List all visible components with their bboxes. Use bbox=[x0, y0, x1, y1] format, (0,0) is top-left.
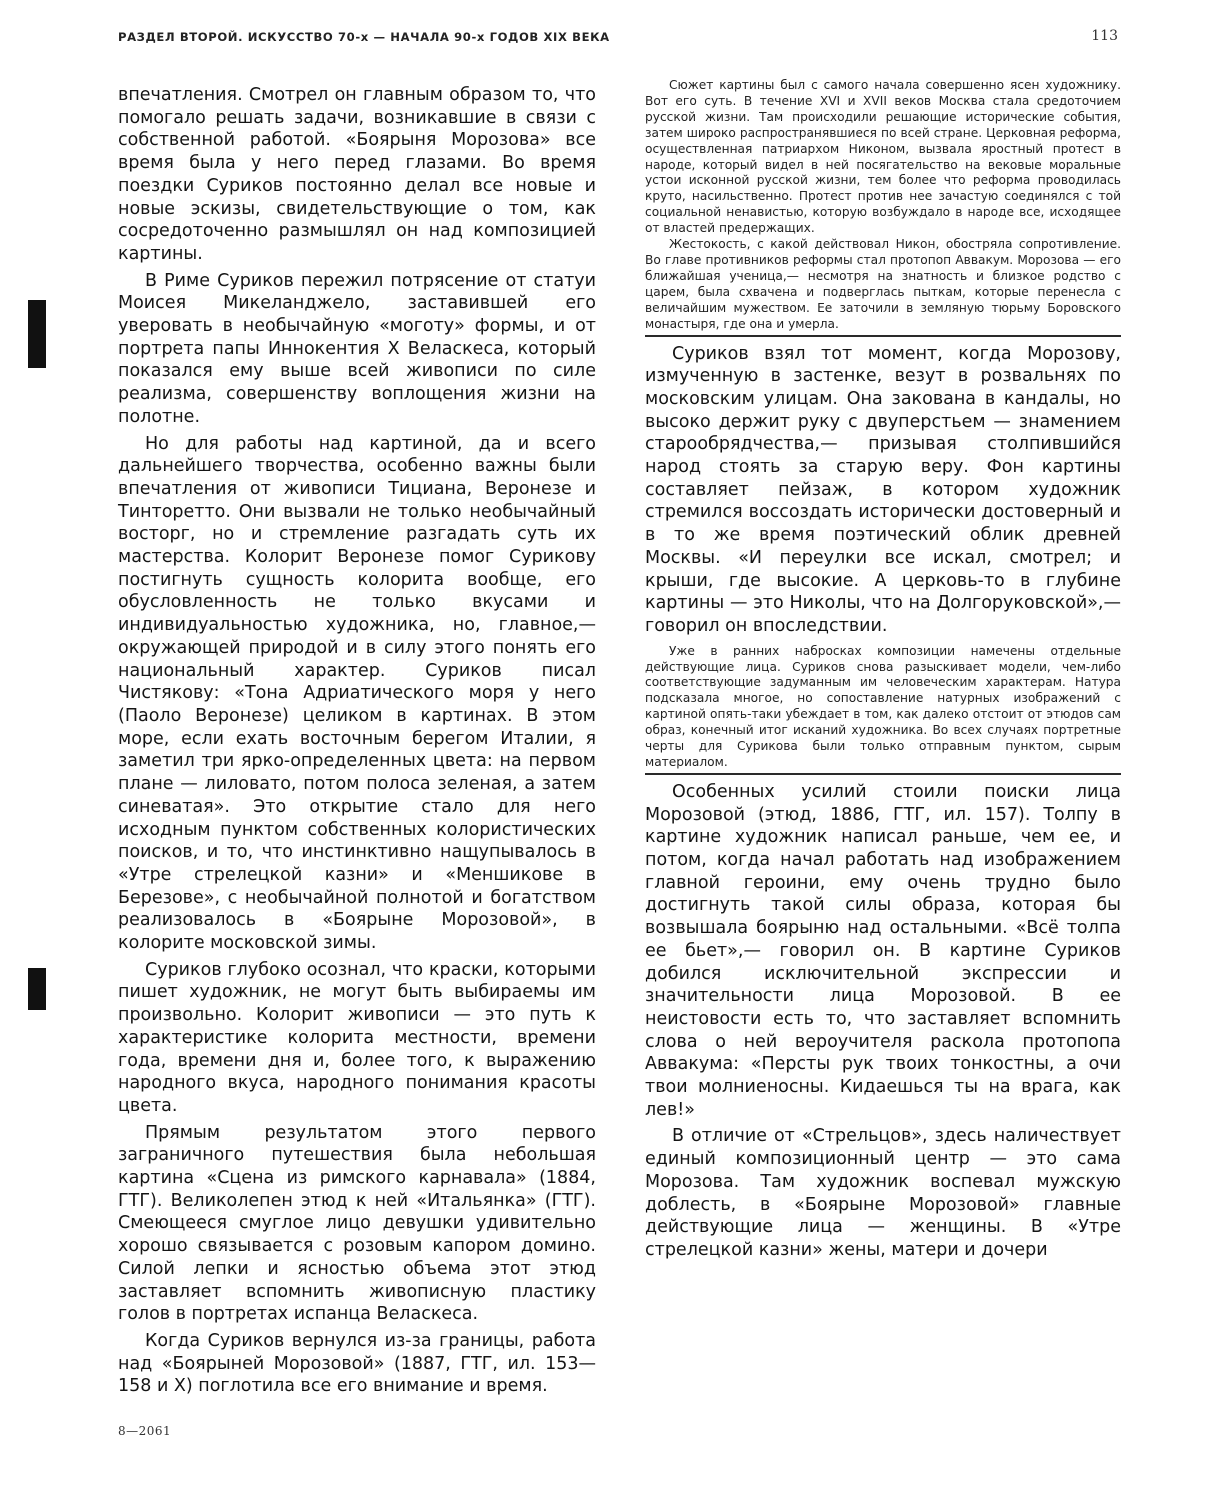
running-header bbox=[118, 30, 1118, 50]
paragraph: Когда Суриков вернулся из-за границы, работа над «Боярыней Морозовой» (1887, ГТГ, ил. 153—158 и X) поглотила все его внимание и время. bbox=[118, 1330, 596, 1397]
paragraph: В Риме Суриков пережил потрясение от статуи Моисея Микеланджело, заставившей его уверовать в необычайную «моготу» формы, и от портрета папы Иннокентия X Веласкеса, который показался ему выше всей живописи по силе реализма, совершенству воплощения жизни на полотне. bbox=[118, 270, 596, 427]
page-number: 113 bbox=[1091, 28, 1118, 44]
divider bbox=[645, 773, 1121, 775]
note-paragraph: Сюжет картины был с самого начала совершенно ясен художнику. Вот его суть. В течение XVI и XVII веков Москва стала средоточием русской жизни. Там происходили решающие исторические события, затем широко распространявшиеся по всей стране. Церковная реформа, осуществленная патриархом Никоном, вызвала яростный протест в народе, который видел в ней посягательство на вековые моральные устои исконной русской жизни, тем более что реформа проводилась круто, насильственно. Протест против нее зачастую соединялся с той социальной ненавистью, которую возбуждало в народе все, исходящее от властей предержащих. bbox=[645, 78, 1121, 236]
paragraph: Суриков глубоко осознал, что краски, которыми пишет художник, не могут быть выбираемы им произвольно. Колорит живописи — это путь к характеристике колорита местности, времени года, времени дня и, более того, к выражению народного вкуса, народного понимания красоты цвета. bbox=[118, 959, 596, 1116]
divider bbox=[645, 335, 1121, 337]
paragraph: Но для работы над картиной, да и всего дальнейшего творчества, особенно важны были впечатления от живописи Тициана, Веронезе и Тинторетто. Они вызвали не только необычайный восторг, но и стремление разгадать суть их мастерства. Колорит Веронезе помог Сурикову постигнуть сущность колорита вообще, его обусловленность не только вкусами и индивидуальностью художника, но, главное,— окружающей природой и в силу этого понять его национальный характер. Суриков писал Чистякову: «Тона Адриатического моря у него (Паоло Веронезе) целиком в картинах. В этом море, если ехать восточным берегом Италии, я заметил три ярко-определенных цвета: на первом плане — лиловато, потом полоса зеленая, а затем синеватая». Это открытие стало для него исходным пунктом собственных колористических поисков, и то, что инстинктивно нащупывалось в «Утре стрелецкой казни» и «Меншикове в Березове», с необычайной полнотой и богатством реализовалось в «Боярыне Морозовой», в колорите московской зимы. bbox=[118, 433, 596, 954]
paragraph: В отличие от «Стрельцов», здесь наличествует единый композиционный центр — это сама Морозова. Там художник воспевал мужскую доблесть, в «Боярыне Морозовой» главные действующие лица — женщины. В «Утре стрелецкой казни» жены, матери и дочери bbox=[645, 1126, 1121, 1260]
paragraph: впечатления. Смотрел он главным образом то, что помогало решать задачи, возникавшие в связи с собственной работой. «Боярыня Морозова» все время была у него перед глазами. Во время поездки Суриков постоянно делал все новые и новые эскизы, свидетельствующие о том, как сосредоточенно размышлял он над композицией картины. bbox=[118, 85, 596, 264]
note-paragraph: Уже в ранних набросках композиции намечены отдельные действующие лица. Суриков снова разыскивает модели, чем-либо соответствующие задуманным им человеческим характерам. Натура подсказала многое, но сопоставление натурных изображений с картиной опять-таки убеждает в том, как далеко отстоит от этюдов сам образ, конечный итог исканий художника. Во всех случаях портретные черты для Сурикова были только отправным пунктом, сырым материалом. bbox=[645, 643, 1121, 769]
running-title: РАЗДЕЛ ВТОРОЙ. ИСКУССТВО 70-х — НАЧАЛА 90-х ГОДОВ XIX ВЕКА bbox=[118, 30, 610, 44]
signature-mark: 8—2061 bbox=[118, 1424, 172, 1438]
margin-mark-bottom bbox=[28, 968, 46, 1010]
paragraph: Прямым результатом этого первого заграничного путешествия была небольшая картина «Сцена из римского карнавала» (1884, ГТГ). Великолепен этюд к ней «Итальянка» (ГТГ). Смеющееся смуглое лицо девушки удивительно хорошо связывается с розовым капором домино. Силой лепки и ясностью объема этот этюд заставляет вспомнить живописную пластику голов в портретах испанца Веласкеса. bbox=[118, 1122, 596, 1325]
margin-mark-top bbox=[28, 300, 46, 368]
left-column bbox=[118, 84, 596, 1398]
paragraph: Особенных усилий стоили поиски лица Морозовой (этюд, 1886, ГТГ, ил. 157). Толпу в картине художник написал раньше, чем ее, и потом, когда начал работать над изображением главной героини, ему очень трудно было достигнуть такой силы образа, которая бы возвышала боярыню над остальными. «Всё толпа ее бьет»,— говорил он. В картине Суриков добился исключительной экспрессии и значительности лица Морозовой. В ее неистовости есть то, что заставляет вспомнить слова о ней вероучителя раскола протопопа Аввакума: «Персты рук твоих тонкостны, а очи твои молниеносны. Кидаешься ты на врага, как лев!» bbox=[645, 781, 1121, 1120]
right-column bbox=[645, 78, 1121, 1262]
paragraph: Суриков взял тот момент, когда Морозову, измученную в застенке, везут в розвальнях по московским улицам. Она закована в кандалы, но высоко держит руку с двуперстьем — знамением старообрядчества,— призывая столпившийся народ стоять за старую веру. Фон картины составляет пейзаж, в котором художник стремился воссоздать исторически достоверный и в то же время поэтический облик древней Москвы. «И переулки все искал, смотрел; и крыши, где высокие. А церковь-то в глубине картины — это Николы, что на Долгоруковской»,— говорил он впоследствии. bbox=[645, 343, 1121, 636]
note-paragraph: Жестокость, с какой действовал Никон, обостряла сопротивление. Во главе противников реформы стал протопоп Аввакум. Морозова — его ближайшая ученица,— несмотря на знатность и близкое родство с царем, была схвачена и подверглась пыткам, которые перенесла с величайшим мужеством. Ее заточили в земляную тюрьму Боровского монастыря, где она и умерла. bbox=[645, 237, 1121, 331]
